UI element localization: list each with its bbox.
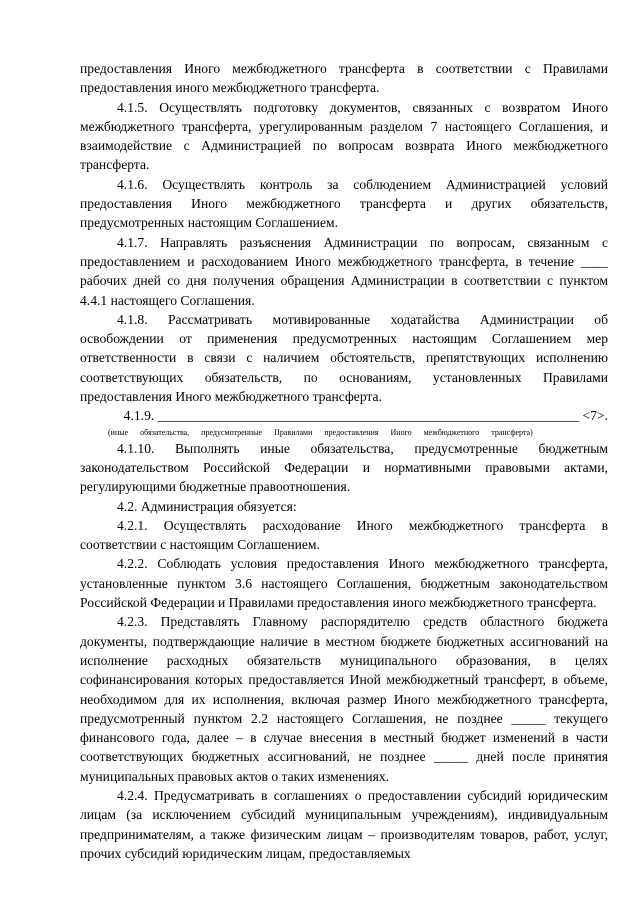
paragraph-4-2-1: 4.2.1. Осуществлять расходование Иного межбюджетного трансферта в соответствии с настоящим Соглашением. <box>80 517 608 553</box>
footnote-hint: (иные обязательства, предусмотренные Правилами предоставления Иного межбюджетного трансферта) <box>108 427 533 437</box>
paragraph-4-1-5: 4.1.5. Осуществлять подготовку документов, связанных с возвратом Иного межбюджетного трансферта, урегулированным разделом 7 настоящего Соглашения, и взаимодействие с Администрацией по вопросам возврата Иного межбюджетного трансферта. <box>80 99 608 173</box>
paragraph-4-2: 4.2. Администрация обязуется: <box>117 498 297 514</box>
paragraph-4-2-4: 4.2.4. Предусматривать в соглашениях о предоставлении субсидий юридическим лицам (за исключением субсидий муниципальным учреждениям), индивидуальным предпринимателям, а также физическим лицам – производителям товаров, работ, услуг, прочих субсидий юридическим лицам, предоставляемых <box>80 787 608 861</box>
document-body <box>80 59 608 863</box>
paragraph-4-1-7: 4.1.7. Направлять разъяснения Администрации по вопросам, связанным с предоставлением и расходованием Иного межбюджетного трансферта, в течение ____ рабочих дней со дня получения обращения Администрации в соответствии с пунктом 4.4.1 настоящего Соглашения. <box>80 234 608 308</box>
paragraph-4-1-10: 4.1.10. Выполнять иные обязательства, предусмотренные бюджетным законодательством Российской Федерации и нормативными правовыми актами, регулирующими бюджетные правоотношения. <box>80 440 608 495</box>
paragraph-4-1-9: 4.1.9. ______________________________________________________________ <7>. <box>123 408 608 424</box>
paragraph-4-2-3: 4.2.3. Представлять Главному распорядителю средств областного бюджета документы, подтверждающие наличие в местном бюджете бюджетных ассигнований на исполнение расходных обязательств муниципального образования, в целях софинансирования которых предоставляется Иной межбюджетный трансферт, в объеме, необходимом для их исполнения, включая размер Иного межбюджетного трансферта, предусмотренный пунктом 2.2 настоящего Соглашения, не позднее _____ текущего финансового года, далее – в случае внесения в местный бюджет изменений в части соответствующих бюджетных ассигнований, не позднее _____ дней после принятия муниципальных правовых актов о таких изменениях. <box>80 614 608 784</box>
paragraph-continuation: предоставления Иного межбюджетного трансферта в соответствии с Правилами предоставления иного межбюджетного трансферта. <box>80 61 608 96</box>
paragraph-4-1-8: 4.1.8. Рассматривать мотивированные ходатайства Администрации об освобождении от применения предусмотренных настоящим Соглашением мер ответственности в связи с наличием обстоятельств, препятствующих исполнению соответствующих обязательств, по основаниям, установленных Правилами предоставления Иного межбюджетного трансферта. <box>80 311 608 405</box>
paragraph-4-2-2: 4.2.2. Соблюдать условия предоставления Иного межбюджетного трансферта, установленные пунктом 3.6 настоящего Соглашения, бюджетным законодательством Российской Федерации и Правилами предоставления иного межбюджетного трансферта. <box>80 556 608 611</box>
paragraph-4-1-6: 4.1.6. Осуществлять контроль за соблюдением Администрацией условий предоставления Иного межбюджетного трансферта и других обязательств, предусмотренных настоящим Соглашением. <box>80 176 608 231</box>
